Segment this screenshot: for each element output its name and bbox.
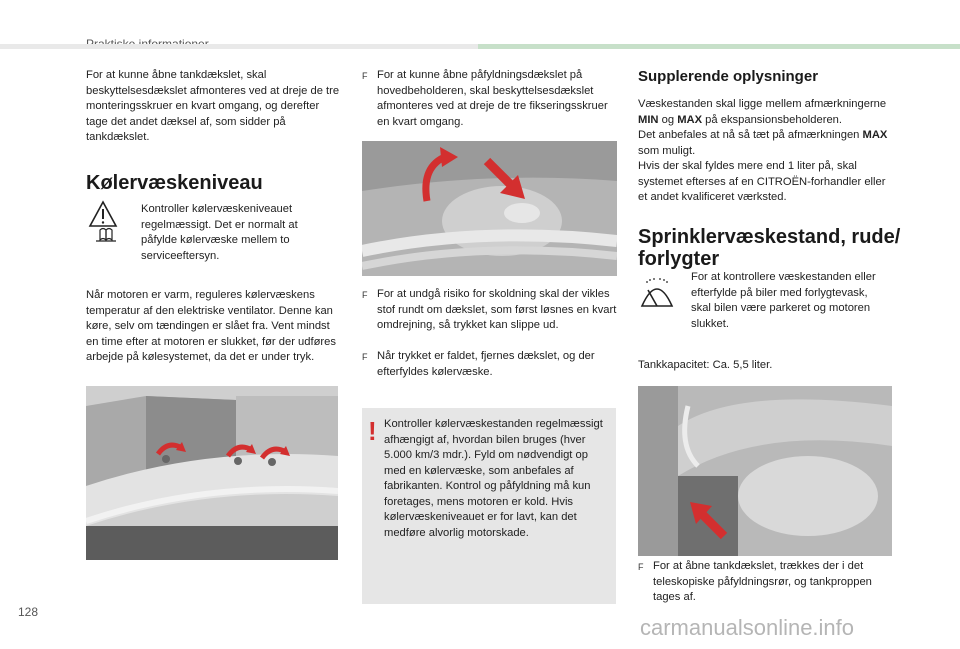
supplementary-info-text: Væskestanden skal ligge mellem afmærkningerne MIN og MAX på ekspansionsbeholderen. Det anbefales at nå så tæt på afmærkningen MAX som muligt. Hvis der skal fyldes mere end 1 liter på, skal systemet efterses af en CITROËN-forhandler eller et andet kvalificeret værksted. — [638, 98, 888, 203]
washer-icon-text: For at kontrollere væskestanden eller efterfylde på biler med forlygtevask, skal bilen være parkeret og motoren slukket. — [691, 271, 876, 330]
reservoir-photo — [362, 141, 617, 276]
bullet-text: Når trykket er faldet, fjernes dækslet, og der efterfyldes kølervæske. — [377, 350, 595, 378]
engine-cover-photo — [86, 386, 338, 560]
page-number: 128 — [18, 605, 39, 619]
watermark: carmanualsonline.info — [640, 615, 855, 640]
bullet-refill — [362, 349, 617, 380]
bullet-arrow-icon: F — [362, 290, 368, 300]
bullet-open-washer-cap — [638, 559, 893, 606]
supplementary-info-heading: Supplerende oplysninger — [638, 68, 819, 85]
warning-box — [362, 408, 616, 604]
header-bar-left — [0, 44, 478, 49]
bullet-arrow-icon: F — [638, 562, 644, 572]
bullet-text: For at undgå risiko for skoldning skal der vikles stof rundt om dækslet, som først løsnes en kvart omdrejning, så trykket kan slippe ud. — [377, 288, 617, 331]
warning-exclamation-icon: ! — [368, 416, 377, 446]
bullet-open-cap — [362, 68, 617, 130]
bullet-text: For at åbne tankdækslet, trækkes der i det teleskopiske påfyldningsrør, og tankproppen tages af. — [653, 560, 872, 603]
bullet-arrow-icon: F — [362, 71, 368, 81]
header-bar-right — [478, 44, 960, 49]
bullet-scald-risk — [362, 287, 617, 334]
bullet-text: For at kunne åbne påfyldningsdækslet på hovedbeholderen, skal beskyttelsesdækslet afmonteres ved at dreje de tre fikseringsskruer en kvart omgang. — [377, 69, 608, 128]
coolant-warning-icon — [86, 200, 126, 248]
tank-cover-intro: For at kunne åbne tankdækslet, skal beskyttelsesdækslet afmonteres ved at dreje de tre monteringsskruer en kvart omgang, og derefter tage det andet dæksel af, som sidder på tankdækslet. — [86, 69, 340, 143]
coolant-icon-text: Kontroller kølervæskeniveauet regelmæssigt. Det er normalt at påfylde kølervæske mellem to serviceeftersyn. — [141, 203, 298, 262]
coolant-body-text: Når motoren er varm, reguleres kølervæskens temperatur af den elektriske ventilator. Denne kan køre, selv om tændingen er slået fra. Vent mindst en time efter at motoren er slukket, før der udføres arbejde på kølesystemet, da det er under tryk. — [86, 289, 336, 363]
warning-text: Kontroller kølervæskestanden regelmæssigt afhængigt af, hvordan bilen bruges (hver 5.000 km/3 mdr.). Fyld om nødvendigt op med en kølervæske, som anbefales af fabrikanten. Kontrol og påfyldning må kun foretages, mens motoren er kold. Hvis kølervæskeniveauet er for lavt, kan det medføre alvorlig motorskade. — [384, 418, 603, 539]
coolant-level-heading: Kølervæskeniveau — [86, 172, 263, 194]
washer-fluid-heading: Sprinklervæskestand, rude/ forlygter — [638, 226, 901, 270]
windscreen-washer-icon — [638, 276, 676, 314]
bullet-arrow-icon: F — [362, 352, 368, 362]
washer-tank-photo — [638, 386, 892, 556]
tank-capacity: Tankkapacitet: Ca. 5,5 liter. — [638, 359, 773, 371]
